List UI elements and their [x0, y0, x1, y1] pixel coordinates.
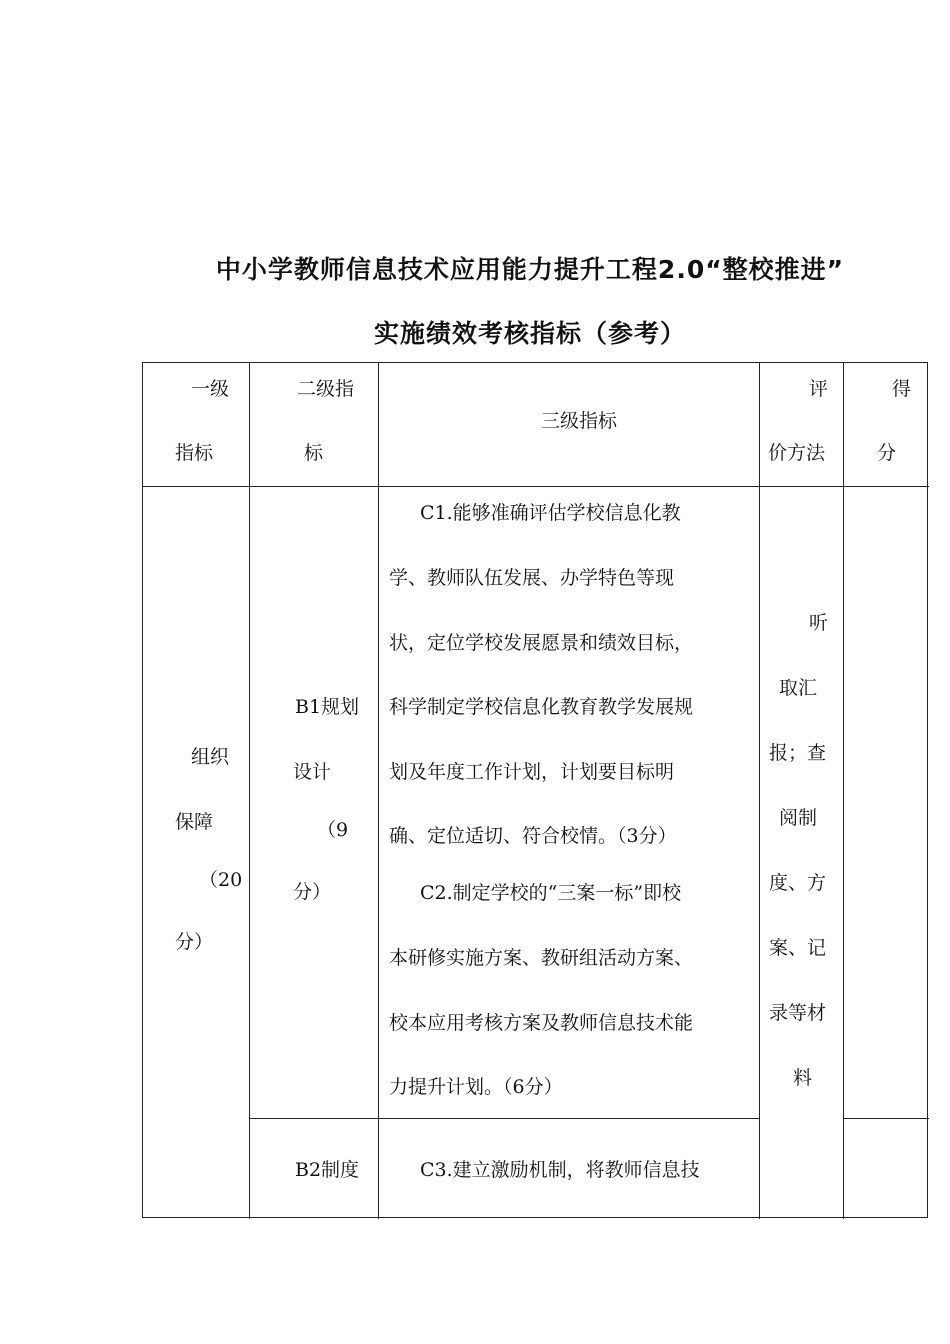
method-line6: 案、记: [769, 937, 827, 959]
document-title-line1: 中小学教师信息技术应用能力提升工程2.0“整校推进”: [215, 255, 845, 284]
col-divider: [759, 363, 760, 1219]
c1-line3: 状，定位学校发展愿景和绩效目标，: [389, 632, 694, 654]
c3-line1: C3.建立激励机制，将教师信息技: [420, 1159, 700, 1181]
indicator-table: [142, 362, 928, 1218]
row-divider: [843, 1118, 929, 1119]
header-level2-line2: 标: [304, 442, 324, 464]
method-line4: 阅制: [779, 807, 818, 829]
b2-label: B2制度: [295, 1159, 360, 1181]
method-line5: 度、方: [769, 872, 827, 894]
col-divider: [249, 363, 250, 1219]
col-divider: [843, 363, 844, 1219]
level1-line3: （20: [199, 869, 243, 891]
method-line1: 听: [809, 612, 829, 634]
c1-line4: 科学制定学校信息化教育教学发展规: [389, 696, 694, 718]
header-level3: 三级指标: [541, 410, 618, 432]
header-score-line2: 分: [877, 442, 897, 464]
header-level1-line2: 指标: [175, 442, 214, 464]
header-level2-line1: 二级指: [297, 378, 355, 400]
document-title-line2: 实施绩效考核指标（参考）: [373, 319, 686, 348]
c2-line4: 力提升计划。（6分）: [389, 1076, 563, 1098]
c1-line5: 划及年度工作计划，计划要目标明: [389, 761, 675, 783]
c1-line1: C1.能够准确评估学校信息化教: [420, 502, 681, 524]
method-line2: 取汇: [779, 677, 818, 699]
c2-line1: C2.制定学校的“三案一标”即校: [420, 882, 682, 904]
b1-line3: （9: [317, 819, 349, 841]
header-method-line2: 价方法: [768, 442, 826, 464]
c1-line6: 确、定位适切、符合校情。（3分）: [389, 825, 677, 847]
c2-line2: 本研修实施方案、教研组活动方案、: [389, 947, 694, 969]
level1-line4: 分）: [175, 931, 214, 953]
b1-line2: 设计: [293, 761, 332, 783]
header-method-line1: 评: [809, 378, 829, 400]
level1-line1: 组织: [191, 746, 230, 768]
method-line7: 录等材: [769, 1002, 827, 1024]
c2-line3: 校本应用考核方案及教师信息技术能: [389, 1012, 694, 1034]
header-score-line1: 得: [892, 378, 912, 400]
method-line8: 料: [793, 1067, 813, 1089]
level1-line2: 保障: [175, 811, 214, 833]
c1-line2: 学、教师队伍发展、办学特色等现: [389, 567, 675, 589]
col-divider: [378, 363, 379, 1219]
b1-line1: B1规划: [295, 696, 360, 718]
header-level1-line1: 一级: [191, 378, 230, 400]
b1-line4: 分）: [293, 881, 332, 903]
method-line3: 报；查: [769, 742, 827, 764]
